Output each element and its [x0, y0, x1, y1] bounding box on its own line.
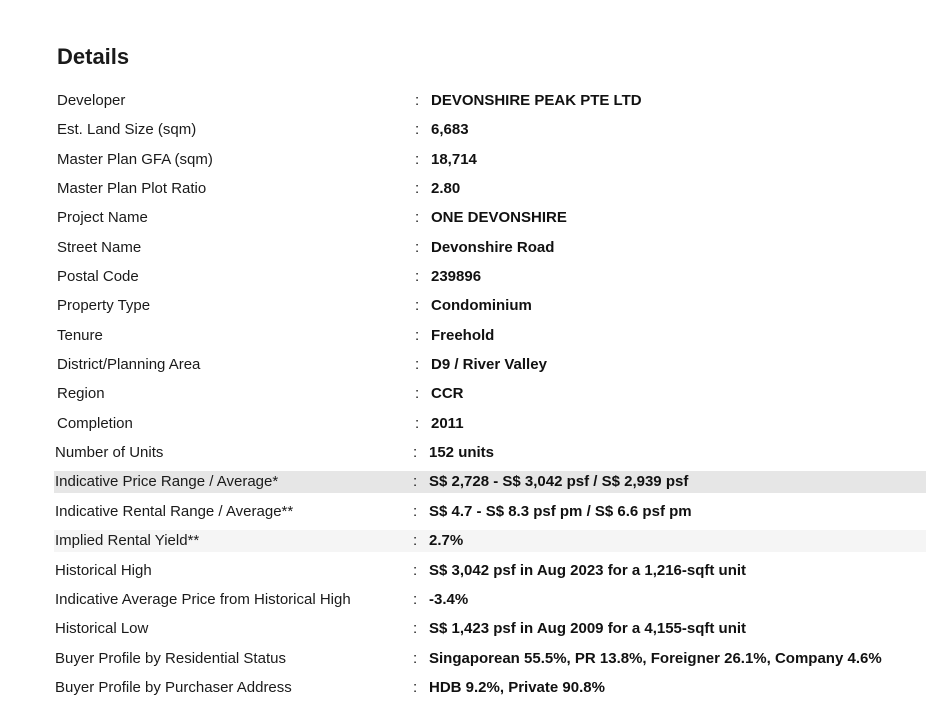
separator: : [413, 590, 418, 608]
detail-label: Indicative Price Range / Average* [55, 473, 279, 491]
details-table [0, 86, 943, 702]
detail-row [0, 291, 943, 320]
detail-label: Developer [57, 92, 126, 109]
detail-label: Project Name [57, 209, 148, 227]
detail-label: Est. Land Size (sqm) [57, 121, 197, 139]
detail-value: -3.4% [429, 590, 469, 608]
separator: : [415, 268, 420, 286]
detail-value: Singaporean 55.5%, PR 13.8%, Foreigner 26.1%, Company 4.6% [429, 649, 882, 667]
detail-row [0, 438, 943, 467]
detail-value: 2.80 [431, 180, 461, 198]
detail-row [0, 497, 943, 526]
detail-label: Historical Low [55, 620, 149, 638]
detail-row [0, 379, 943, 408]
separator: : [415, 414, 420, 432]
detail-value: ONE DEVONSHIRE [431, 209, 567, 227]
detail-value: S$ 4.7 - S$ 8.3 psf pm / S$ 6.6 psf pm [429, 502, 692, 520]
detail-value: Condominium [431, 297, 532, 315]
detail-value: 239896 [431, 268, 482, 286]
separator: : [415, 297, 420, 315]
separator: : [415, 356, 420, 374]
detail-label: Indicative Rental Range / Average** [55, 502, 294, 520]
detail-value: D9 / River Valley [431, 356, 547, 374]
detail-value: S$ 3,042 psf in Aug 2023 for a 1,216-sqft unit [429, 561, 747, 579]
detail-value: 6,683 [431, 121, 469, 139]
detail-label: Implied Rental Yield** [55, 532, 200, 550]
separator: : [415, 238, 420, 256]
separator: : [413, 561, 418, 579]
detail-row [0, 203, 943, 232]
separator: : [415, 180, 420, 198]
detail-label: Region [57, 385, 105, 403]
detail-value: 152 units [429, 444, 495, 462]
separator: : [415, 150, 420, 168]
detail-label: Buyer Profile by Residential Status [55, 649, 286, 667]
detail-label: Street Name [57, 238, 142, 256]
detail-row [0, 262, 943, 291]
detail-row [0, 556, 943, 585]
separator: : [413, 678, 418, 696]
detail-value: 2.7% [429, 532, 464, 550]
detail-value: CCR [431, 385, 464, 403]
detail-label: District/Planning Area [57, 356, 201, 374]
detail-value: 2011 [431, 414, 464, 432]
detail-row [0, 673, 943, 702]
separator: : [415, 385, 420, 403]
detail-label: Buyer Profile by Purchaser Address [55, 678, 292, 696]
detail-row [0, 321, 943, 350]
detail-label: Historical High [55, 561, 152, 579]
separator: : [413, 649, 418, 667]
detail-value: HDB 9.2%, Private 90.8% [429, 678, 605, 696]
separator: : [413, 502, 418, 520]
separator: : [413, 620, 418, 638]
detail-row [0, 145, 943, 174]
detail-value: DEVONSHIRE PEAK PTE LTD [431, 92, 642, 109]
detail-row [0, 233, 943, 262]
detail-row [0, 115, 943, 144]
detail-row [0, 585, 943, 614]
separator: : [415, 326, 420, 344]
detail-label: Postal Code [57, 268, 139, 286]
separator: : [415, 209, 420, 227]
detail-value: Devonshire Road [431, 238, 555, 256]
detail-label: Master Plan GFA (sqm) [57, 150, 213, 168]
detail-row [0, 350, 943, 379]
detail-label: Tenure [57, 326, 103, 344]
separator: : [415, 92, 420, 109]
detail-value: S$ 2,728 - S$ 3,042 psf / S$ 2,939 psf [429, 473, 689, 491]
detail-row [0, 86, 943, 115]
detail-label: Completion [57, 414, 133, 432]
detail-label: Property Type [57, 297, 151, 315]
detail-row [0, 467, 943, 496]
separator: : [415, 121, 420, 139]
detail-row [0, 409, 943, 438]
detail-label: Master Plan Plot Ratio [57, 180, 207, 198]
detail-value: 18,714 [431, 150, 477, 168]
separator: : [413, 532, 418, 550]
detail-row [0, 526, 943, 555]
detail-value: Freehold [431, 326, 495, 344]
detail-row [0, 174, 943, 203]
section-title: Details [57, 44, 130, 69]
detail-row [0, 644, 943, 673]
separator: : [413, 444, 418, 462]
detail-value: S$ 1,423 psf in Aug 2009 for a 4,155-sqft unit [429, 620, 747, 638]
detail-row [0, 614, 943, 643]
detail-label: Number of Units [55, 444, 164, 462]
detail-label: Indicative Average Price from Historical High [55, 590, 351, 608]
separator: : [413, 473, 418, 491]
